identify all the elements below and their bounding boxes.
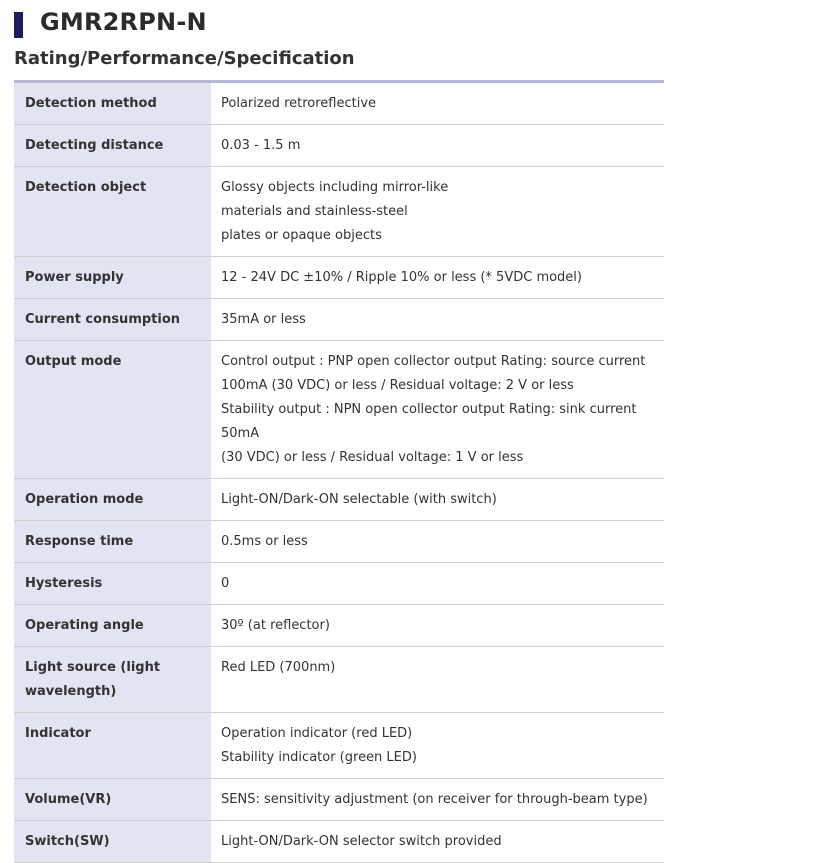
- spec-value-line: 12 - 24V DC ±10% / Ripple 10% or less (* 5VDC model): [221, 270, 582, 285]
- page-title: GMR2RPN-N: [40, 8, 207, 36]
- spec-row: [14, 713, 664, 779]
- spec-label: Hysteresis: [14, 563, 211, 605]
- spec-row: [14, 821, 664, 863]
- spec-value-line: Light-ON/Dark-ON selectable (with switch): [221, 492, 497, 507]
- spec-value-line: Stability indicator (green LED): [221, 750, 417, 765]
- spec-label: Detection method: [14, 83, 211, 125]
- spec-value: [211, 521, 664, 563]
- spec-label: Light source (light wavelength): [14, 647, 211, 713]
- spec-value-line: Stability output : NPN open collector output Rating: sink current 50mA: [221, 402, 637, 441]
- spec-value-line: SENS: sensitivity adjustment (on receiver for through-beam type): [221, 792, 648, 807]
- spec-value: [211, 563, 664, 605]
- spec-row: [14, 779, 664, 821]
- spec-value: [211, 167, 664, 257]
- spec-value-line: Light-ON/Dark-ON selector switch provided: [221, 834, 502, 849]
- spec-row: [14, 521, 664, 563]
- spec-value-line: Red LED (700nm): [221, 660, 336, 675]
- spec-label: Current consumption: [14, 299, 211, 341]
- spec-row: [14, 563, 664, 605]
- spec-value: [211, 83, 664, 125]
- spec-value-line: (30 VDC) or less / Residual voltage: 1 V or less: [221, 450, 524, 465]
- spec-row: [14, 605, 664, 647]
- spec-row: [14, 257, 664, 299]
- spec-label: Power supply: [14, 257, 211, 299]
- spec-value: [211, 647, 664, 713]
- spec-value-line: Glossy objects including mirror-like: [221, 180, 449, 195]
- spec-row: [14, 167, 664, 257]
- spec-value-line: Control output : PNP open collector output Rating: source current: [221, 354, 646, 369]
- spec-label: Response time: [14, 521, 211, 563]
- spec-value: [211, 341, 664, 479]
- spec-row: [14, 125, 664, 167]
- spec-row: [14, 647, 664, 713]
- spec-value: [211, 299, 664, 341]
- spec-value: [211, 257, 664, 299]
- spec-value-line: plates or opaque objects: [221, 228, 382, 243]
- spec-value-line: 30º (at reflector): [221, 618, 330, 633]
- spec-value-line: materials and stainless-steel: [221, 204, 408, 219]
- spec-row: [14, 341, 664, 479]
- spec-label: Operating angle: [14, 605, 211, 647]
- spec-value-line: 35mA or less: [221, 312, 306, 327]
- spec-table-body: [14, 83, 664, 863]
- spec-label: Indicator: [14, 713, 211, 779]
- spec-value-line: 0.5ms or less: [221, 534, 308, 549]
- spec-label: Detection object: [14, 167, 211, 257]
- spec-label: Output mode: [14, 341, 211, 479]
- title-accent-bar: [14, 12, 23, 38]
- spec-value: [211, 605, 664, 647]
- section-title: Rating/Performance/Specification: [14, 48, 355, 69]
- spec-value: [211, 821, 664, 863]
- spec-value: [211, 125, 664, 167]
- spec-row: [14, 479, 664, 521]
- spec-value-line: 0: [221, 576, 230, 591]
- spec-value-line: 0.03 - 1.5 m: [221, 138, 301, 153]
- spec-table: [14, 83, 664, 863]
- spec-value-line: Polarized retroreflective: [221, 96, 377, 111]
- spec-label: Volume(VR): [14, 779, 211, 821]
- spec-value: [211, 479, 664, 521]
- spec-table-container: [14, 80, 664, 863]
- spec-value-line: Operation indicator (red LED): [221, 726, 413, 741]
- spec-value: [211, 779, 664, 821]
- spec-row: [14, 299, 664, 341]
- spec-label: Switch(SW): [14, 821, 211, 863]
- spec-value-line: 100mA (30 VDC) or less / Residual voltage: 2 V or less: [221, 378, 574, 393]
- spec-label: Detecting distance: [14, 125, 211, 167]
- spec-row: [14, 83, 664, 125]
- spec-label: Operation mode: [14, 479, 211, 521]
- spec-value: [211, 713, 664, 779]
